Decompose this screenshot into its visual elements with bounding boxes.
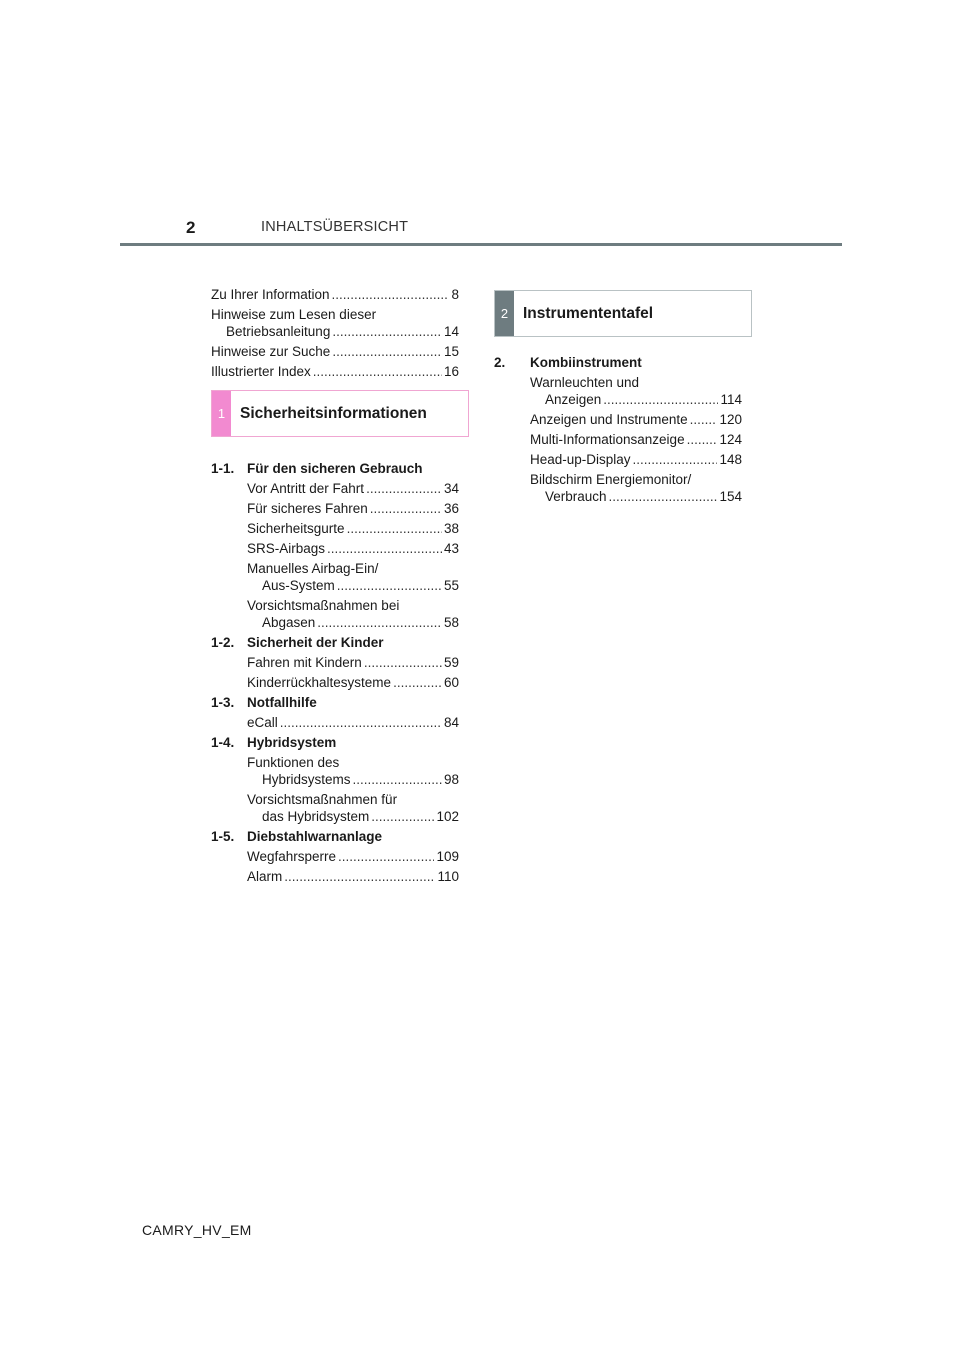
dot-leader — [338, 848, 434, 865]
chapter-items — [211, 714, 459, 731]
chapter-number: 1-3. — [211, 695, 235, 710]
dot-leader — [317, 614, 442, 631]
toc-page-number: 34 — [443, 481, 459, 496]
dot-leader — [332, 286, 450, 303]
toc-page-number: 58 — [443, 615, 459, 630]
toc-entry-title: Vor Antritt der Fahrt — [247, 481, 365, 496]
toc-entry[interactable] — [247, 520, 459, 537]
chapter-heading[interactable] — [494, 354, 742, 371]
toc-entry-title: Kinderrückhaltesysteme — [247, 675, 392, 690]
toc-page-number: 124 — [719, 432, 742, 447]
dot-leader — [332, 323, 442, 340]
toc-entry-title-cont: Hybridsystems — [262, 772, 351, 787]
toc-entry[interactable] — [247, 791, 459, 825]
section2-header[interactable] — [494, 290, 752, 337]
dot-leader — [353, 771, 442, 788]
header-title: INHALTSÜBERSICHT — [261, 219, 409, 235]
toc-page-number: 84 — [443, 715, 459, 730]
chapter-number: 1-2. — [211, 635, 235, 650]
toc-page-number: 110 — [437, 869, 459, 884]
toc-entry[interactable] — [247, 754, 459, 788]
toc-entry-title-cont: Abgasen — [262, 615, 316, 630]
dot-leader — [687, 431, 718, 448]
toc-entry-title-cont: Verbrauch — [545, 489, 607, 504]
toc-entry-title: Für sicheres Fahren — [247, 501, 368, 516]
dot-leader — [603, 391, 718, 408]
chapter-items — [211, 480, 459, 631]
dot-leader — [337, 577, 442, 594]
toc-entry[interactable] — [530, 431, 742, 448]
toc-entry-title: Manuelles Airbag-Ein/ — [247, 561, 379, 576]
dot-leader — [327, 540, 442, 557]
chapter-items — [211, 848, 459, 885]
toc-entry-title: Anzeigen und Instrumente — [530, 412, 688, 427]
toc-entry-title: Wegfahrsperre — [247, 849, 337, 864]
chapter-title: Hybridsystem — [247, 735, 337, 750]
section1-header[interactable] — [211, 390, 469, 437]
toc-page-number: 59 — [443, 655, 459, 670]
chapter-heading[interactable] — [211, 634, 459, 651]
dot-leader — [313, 363, 442, 380]
dot-leader — [393, 674, 442, 691]
dot-leader — [633, 451, 718, 468]
toc-entry-title: Zu Ihrer Information — [211, 287, 330, 302]
section2-title: Instrumententafel — [523, 304, 654, 322]
dot-leader — [347, 520, 442, 537]
toc-entry-title: Hinweise zum Lesen dieser — [211, 307, 377, 322]
toc-entry-title-cont: Betriebsanleitung — [226, 324, 331, 339]
chapter-number: 1-5. — [211, 829, 235, 844]
toc-entry[interactable] — [247, 654, 459, 671]
chapter-items — [211, 754, 459, 825]
document-code: CAMRY_HV_EM — [142, 1222, 252, 1238]
toc-entry-title: eCall — [247, 715, 278, 730]
chapter-heading[interactable] — [211, 828, 459, 845]
toc-entry[interactable] — [247, 848, 459, 865]
section1-tab: 1 — [212, 391, 231, 436]
toc-entry[interactable] — [247, 714, 459, 731]
toc-entry[interactable] — [247, 540, 459, 557]
toc-entry-title-cont: Aus-System — [262, 578, 335, 593]
chapter-number: 1-4. — [211, 735, 235, 750]
toc-page-number: 98 — [443, 772, 459, 787]
dot-leader — [690, 411, 718, 428]
toc-page-number: 55 — [443, 578, 459, 593]
header-divider — [120, 243, 842, 246]
toc-page-number: 38 — [443, 521, 459, 536]
section2-tab: 2 — [495, 291, 514, 336]
dot-leader — [364, 654, 442, 671]
toc-entry[interactable] — [247, 560, 459, 594]
toc-entry-title: Illustrierter Index — [211, 364, 311, 379]
toc-page-number: 114 — [720, 392, 742, 407]
toc-entry-title-cont: Anzeigen — [545, 392, 602, 407]
dot-leader — [332, 343, 442, 360]
toc-left-column — [211, 286, 459, 888]
chapter-title: Notfallhilfe — [247, 695, 317, 710]
toc-entry-title: Vorsichtsmaßnahmen für — [247, 792, 398, 807]
chapter-number: 2. — [494, 355, 506, 370]
toc-entry[interactable] — [247, 480, 459, 497]
chapter-title: Kombiinstrument — [530, 355, 642, 370]
toc-entry-title: Head-up-Display — [530, 452, 631, 467]
toc-page-number: 109 — [436, 849, 459, 864]
toc-entry[interactable] — [247, 597, 459, 631]
toc-entry[interactable] — [247, 674, 459, 691]
toc-page-number: 60 — [443, 675, 459, 690]
toc-page-number: 14 — [443, 324, 459, 339]
chapter-title: Diebstahlwarnanlage — [247, 829, 383, 844]
dot-leader — [284, 868, 435, 885]
toc-entry-title: Warnleuchten und — [530, 375, 640, 390]
toc-entry-title: Sicherheitsgurte — [247, 521, 345, 536]
chapter-items — [211, 654, 459, 691]
toc-page-number: 15 — [443, 344, 459, 359]
chapter-title: Für den sicheren Gebrauch — [247, 461, 423, 476]
page-header — [120, 218, 842, 246]
dot-leader — [366, 480, 442, 497]
toc-entry-title: Bildschirm Energiemonitor/ — [530, 472, 692, 487]
toc-page-number: 16 — [443, 364, 459, 379]
chapter-heading[interactable] — [211, 460, 459, 477]
toc-entry[interactable] — [211, 343, 459, 360]
toc-entry[interactable] — [530, 411, 742, 428]
toc-entry[interactable] — [211, 286, 459, 303]
toc-entry[interactable] — [247, 868, 459, 885]
chapter-items — [494, 374, 742, 505]
toc-entry-title: Multi-Informationsanzeige — [530, 432, 685, 447]
toc-entry[interactable] — [247, 500, 459, 517]
toc-entry-title: SRS-Airbags — [247, 541, 326, 556]
section2-chapters — [494, 354, 742, 505]
intro-list — [211, 286, 459, 380]
toc-page-number: 36 — [443, 501, 459, 516]
toc-entry-title-cont: das Hybridsystem — [262, 809, 370, 824]
chapter-title: Sicherheit der Kinder — [247, 635, 384, 650]
toc-page-number: 154 — [719, 489, 742, 504]
toc-page-number: 148 — [719, 452, 742, 467]
toc-entry-title: Vorsichtsmaßnahmen bei — [247, 598, 400, 613]
section1-chapters — [211, 460, 459, 885]
toc-page-number: 8 — [451, 287, 459, 302]
dot-leader — [609, 488, 718, 505]
toc-entry-title: Hinweise zur Suche — [211, 344, 331, 359]
toc-page-number: 102 — [436, 809, 459, 824]
toc-right-column — [494, 353, 742, 508]
dot-leader — [370, 500, 442, 517]
toc-entry[interactable] — [211, 363, 459, 380]
toc-page-number: 43 — [443, 541, 459, 556]
toc-entry-title: Funktionen des — [247, 755, 340, 770]
section1-title: Sicherheitsinformationen — [240, 404, 427, 422]
toc-entry-title: Fahren mit Kindern — [247, 655, 362, 670]
toc-page-number: 120 — [719, 412, 742, 427]
toc-entry[interactable] — [530, 451, 742, 468]
toc-entry[interactable] — [530, 374, 742, 408]
toc-entry-title: Alarm — [247, 869, 283, 884]
page-number: 2 — [186, 218, 196, 237]
dot-leader — [280, 714, 442, 731]
chapter-heading[interactable] — [211, 734, 459, 751]
chapter-heading[interactable] — [211, 694, 459, 711]
chapter-number: 1-1. — [211, 461, 235, 476]
toc-entry[interactable] — [530, 471, 742, 505]
dot-leader — [371, 808, 434, 825]
toc-entry[interactable] — [211, 306, 459, 340]
